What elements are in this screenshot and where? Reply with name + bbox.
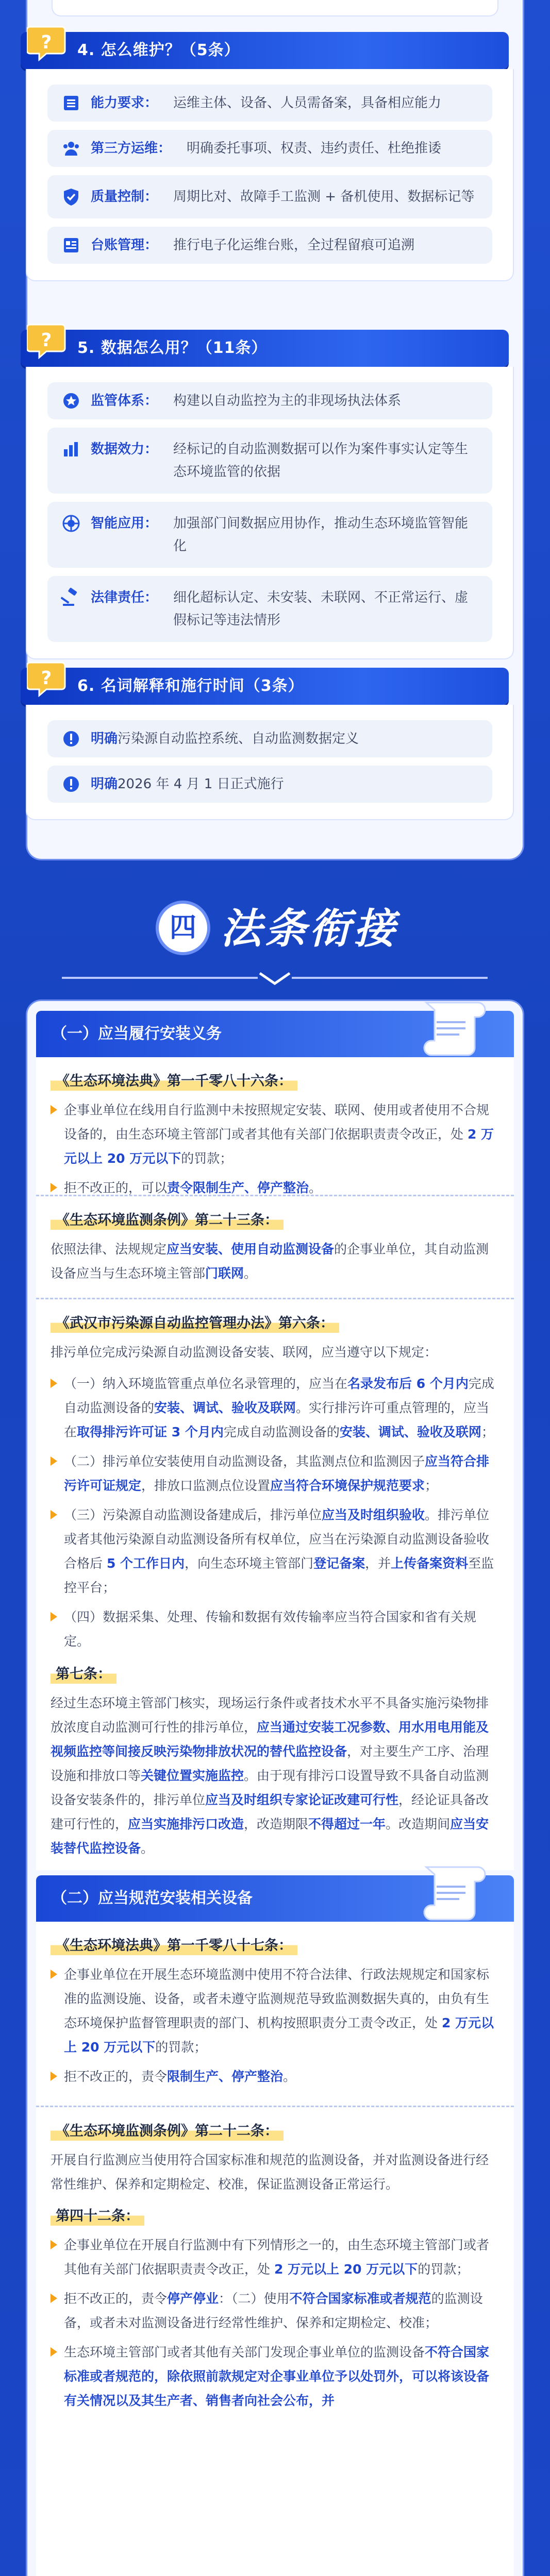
alert-circle-icon bbox=[61, 728, 81, 749]
section-body-use bbox=[26, 367, 514, 659]
highlight: 名录发布后 6 个月内 bbox=[347, 1376, 469, 1391]
text: 拒不改正的，责令 bbox=[64, 2291, 168, 2306]
text: ，并 bbox=[365, 1556, 391, 1571]
text: ； bbox=[481, 1425, 494, 1439]
highlight: 关键位置实施监控 bbox=[141, 1768, 244, 1783]
row-label: 质量控制： bbox=[91, 189, 158, 205]
row-lead: 明确 bbox=[91, 776, 118, 792]
text: ，排放口监测点位设置 bbox=[141, 1478, 271, 1493]
row-text: 周期比对、故障手工监测 + 备机使用、数据标记等 bbox=[173, 189, 475, 205]
list-item bbox=[51, 1371, 499, 1444]
scroll-icon bbox=[416, 992, 493, 1059]
list-item bbox=[51, 1449, 499, 1498]
text: 拒不改正的，责令 bbox=[64, 2069, 168, 2084]
highlight: 将该设备有关情况以及其生产者、销售者向社会公布，并 bbox=[64, 2369, 490, 2408]
divider bbox=[292, 977, 488, 979]
text: （二）排污单位安装使用自动监测设备，其监测点位和监测因子 bbox=[64, 1454, 425, 1469]
row-label: 智能应用： bbox=[91, 516, 158, 531]
prev-section-body bbox=[52, 0, 498, 16]
checklist-icon bbox=[61, 93, 81, 113]
text: 依照法律、法规规定 bbox=[51, 1242, 167, 1257]
text: 企事业单位在开展自行监测中有下列情形之一的，由生态环境主管部门或者其他有关部门依据职责责令改正，处 bbox=[64, 2238, 490, 2277]
alert-circle-icon bbox=[61, 774, 81, 794]
list-item bbox=[51, 1098, 499, 1171]
chevron-down-icon bbox=[258, 971, 292, 987]
row-text: 构建以自动监控为主的非现场执法体系 bbox=[173, 393, 402, 409]
text: 完成自动监测设备的 bbox=[223, 1425, 340, 1439]
text: 。由于现有排污口设置导致不具备自动监测设备安装条件的，排污单位 bbox=[51, 1768, 489, 1807]
gavel-icon bbox=[61, 587, 81, 608]
highlight: 限制生产、停产整治 bbox=[167, 2069, 284, 2084]
row-text: 推行电子化运维台账，全过程留痕可追溯 bbox=[173, 238, 415, 253]
list-item bbox=[47, 428, 492, 494]
row-label: 监管体系： bbox=[91, 393, 158, 409]
article-title: 第四十二条： bbox=[51, 2204, 144, 2226]
section-title: 6. 名词解释和施行时间（3条） bbox=[77, 677, 304, 695]
row-text: 细化超标认定、未安装、未联网、不正常运行、虚假标记等违法情形 bbox=[173, 590, 469, 628]
highlight: 应当及时组织验收 bbox=[322, 1507, 425, 1522]
text: （一）纳入环境监管重点单位名录管理的，应当在 bbox=[64, 1376, 348, 1391]
law-title: 《武汉市污染源自动监控管理办法》第六条： bbox=[51, 1311, 339, 1333]
highlight: 2 万元以上 20 万元以下 bbox=[64, 2015, 494, 2055]
list-item bbox=[47, 720, 492, 757]
scroll-icon bbox=[416, 1857, 493, 1924]
section-body-maintain bbox=[26, 69, 514, 281]
list-item bbox=[47, 175, 492, 218]
text: 完成自动监测设备的 bbox=[64, 1376, 494, 1415]
row-label: 台账管理： bbox=[91, 238, 158, 253]
text: ，向生态环境主管部门 bbox=[185, 1556, 314, 1571]
highlight: 应当通过安装工况参数、用水用电用能及视频监控等间接反映污染物排放状况的替代监控设备 bbox=[51, 1720, 489, 1759]
section-title: 4. 怎么维护？（5条） bbox=[77, 41, 240, 59]
paragraph: 开展自行监测应当使用符合国家标准和规范的监测设备，并对监测设备进行经常性维护、保养和定期检定、校准，保证监测设备正常运行。 bbox=[51, 2153, 489, 2192]
text: 。 bbox=[283, 2069, 296, 2084]
row-text: 污染源自动监控系统、自动监测数据定义 bbox=[118, 731, 359, 747]
section-header-terms bbox=[21, 668, 509, 705]
text: 企事业单位在线用自行监测中未按照规定安装、联网、使用或者使用不合规设备的，由生态环境主管部门或者其他有关部门依据职责责令改正，处 bbox=[64, 1103, 490, 1142]
row-label: 数据效力： bbox=[91, 442, 158, 457]
svg-text:?: ? bbox=[41, 32, 52, 53]
highlight: 上传备案资料 bbox=[391, 1556, 469, 1571]
svg-text:?: ? bbox=[41, 668, 52, 689]
text: ，改造期限 bbox=[244, 1817, 309, 1832]
text: 生态环境主管部门或者其他有关部门发现企事业单位的监测设备 bbox=[64, 2345, 425, 2360]
law-title: 《生态环境监测条例》第二十三条： bbox=[51, 1208, 284, 1230]
list-item bbox=[51, 2233, 499, 2281]
shield-check-icon bbox=[61, 187, 81, 207]
highlight: 5 个工作日内 bbox=[106, 1556, 185, 1571]
subsection-title: （二）应当规范安装相关设备 bbox=[52, 1889, 253, 1907]
text: 的罚款； bbox=[155, 2040, 207, 2055]
paragraph bbox=[51, 1691, 499, 1860]
list-item bbox=[47, 84, 492, 122]
law-card bbox=[36, 1299, 514, 1870]
list-item bbox=[51, 1503, 499, 1600]
law-title: 《生态环境法典》第一千零八十七条： bbox=[51, 1933, 297, 1955]
list-item bbox=[47, 130, 492, 167]
divider bbox=[62, 977, 258, 979]
list-item bbox=[47, 382, 492, 419]
highlight: 应当安装替代监控设备 bbox=[51, 1817, 489, 1856]
row-text: 2026 年 4 月 1 日正式施行 bbox=[118, 776, 284, 792]
text: 经过生态环境主管部门核实，现场运行条件或者技术水平不具备实施污染物排放浓度自动监测可行性的排污单位， bbox=[51, 1696, 489, 1735]
text: （三）污染源自动监测设备建成后，排污单位 bbox=[64, 1507, 322, 1522]
text: 。排污单位或者其他污染源自动监测设备所有权单位，应当在污染源自动监测设备验收合格后 bbox=[64, 1507, 490, 1571]
highlight: 取得排污许可证 3 个月内 bbox=[77, 1425, 224, 1439]
section-header-use bbox=[21, 330, 509, 367]
text: 。 bbox=[141, 1841, 154, 1856]
question-bubble-icon bbox=[27, 319, 68, 361]
law-card bbox=[36, 1196, 514, 1299]
text: 。改造期间 bbox=[386, 1817, 451, 1832]
text: 至监控平台； bbox=[64, 1556, 494, 1595]
people-icon bbox=[61, 138, 81, 159]
law-card bbox=[36, 2107, 514, 2576]
list-item bbox=[47, 502, 492, 568]
highlight: 应当符合排污许可证规定 bbox=[64, 1454, 490, 1493]
text: 企事业单位在开展生态环境监测中使用不符合法律、行政法规规定和国家标准的监测设施、设备，或者未遵守监测规范导致监测数据失真的，由负有生态环境保护监督管理职责的部门、机构按照职责分工责令改正，处 bbox=[64, 1967, 490, 2030]
text: ，经论证具备改建可行性的， bbox=[51, 1792, 489, 1832]
list-item bbox=[51, 2286, 499, 2335]
highlight: 不符合国家标准或者规范的，除依照前款规定对企事业单位予以处罚外，可以 bbox=[64, 2345, 490, 2384]
subsection-header-install bbox=[36, 1011, 514, 1057]
row-label: 能力要求： bbox=[91, 95, 158, 111]
text: 的罚款； bbox=[418, 2262, 470, 2277]
law-title: 《生态环境法典》第一千零八十六条： bbox=[51, 1069, 297, 1091]
part-number: 四 bbox=[169, 912, 196, 943]
highlight: 应当符合环境保护规范要求 bbox=[270, 1478, 425, 1493]
list-item bbox=[47, 766, 492, 803]
paragraph bbox=[51, 1237, 499, 1285]
row-lead: 明确 bbox=[91, 731, 118, 747]
row-text: 明确委托事项、权责、违约责任、杜绝推诿 bbox=[187, 141, 442, 156]
question-bubble-icon bbox=[27, 657, 68, 699]
list-item bbox=[47, 227, 492, 264]
highlight: 2 万元以上 20 万元以下 bbox=[274, 2262, 418, 2277]
list-item bbox=[51, 1962, 499, 2059]
section-title: 5. 数据怎么用？（11条） bbox=[77, 339, 268, 357]
text: ，对主要生产工序、治理设施和排放口等 bbox=[51, 1744, 489, 1783]
star-badge-icon bbox=[61, 391, 81, 411]
part-banner bbox=[0, 886, 550, 989]
law-card bbox=[36, 1057, 514, 1196]
law-title: 《生态环境监测条例》第二十二条： bbox=[51, 2119, 284, 2141]
law-card bbox=[36, 1922, 514, 2107]
list-item bbox=[51, 2064, 499, 2089]
highlight: 责令限制生产、停产整治 bbox=[167, 1180, 309, 1195]
section-body-terms bbox=[26, 705, 514, 820]
part-number-badge bbox=[156, 901, 210, 955]
text: 拒不改正的，可以 bbox=[64, 1180, 168, 1195]
subsection-title: （一）应当履行安装义务 bbox=[52, 1025, 222, 1043]
highlight: 门联网 bbox=[205, 1266, 244, 1281]
article-title: 第七条： bbox=[51, 1662, 116, 1684]
ledger-icon bbox=[61, 235, 81, 256]
question-bubble-icon bbox=[27, 22, 68, 63]
highlight: 应当及时组织专家论证改建可行性 bbox=[205, 1792, 399, 1807]
brain-icon bbox=[61, 513, 81, 534]
highlight: 2 万元以上 20 万元以下 bbox=[64, 1127, 494, 1166]
text: 的企事业单位，其自动监测设备应当与生态环境主管部 bbox=[51, 1242, 489, 1281]
paragraph: 排污单位完成污染源自动监测设备安装、联网，应当遵守以下规定： bbox=[51, 1345, 438, 1360]
text: 。 bbox=[309, 1180, 322, 1195]
highlight: 安装、调试、验收及联网 bbox=[339, 1425, 481, 1439]
row-label: 第三方运维： bbox=[91, 141, 172, 156]
list-item: （四）数据采集、处理、传输和数据有效传输率应当符合国家和省有关规定。 bbox=[51, 1605, 499, 1653]
highlight: 应当实施排污口改造 bbox=[128, 1817, 244, 1832]
row-text: 经标记的自动监测数据可以作为案件事实认定等生态环境监管的依据 bbox=[173, 442, 469, 480]
row-text: 加强部门间数据应用协作，推动生态环境监管智能化 bbox=[173, 516, 469, 554]
text: 的罚款； bbox=[181, 1151, 233, 1166]
text: ：（二）使用 bbox=[219, 2291, 290, 2306]
part-title: 法条衔接 bbox=[221, 905, 398, 953]
svg-text:?: ? bbox=[41, 330, 52, 351]
text: 。实行排污许可重点管理的，应当在 bbox=[64, 1400, 490, 1439]
list-item bbox=[51, 2340, 499, 2413]
highlight: 安装、调试、验收及联网 bbox=[154, 1400, 296, 1415]
text: 。 bbox=[244, 1266, 257, 1281]
row-label: 法律责任： bbox=[91, 590, 158, 605]
highlight: 不符合国家标准或者规范 bbox=[289, 2291, 431, 2306]
highlight: 登记备案 bbox=[313, 1556, 365, 1571]
section-header-maintain bbox=[21, 32, 509, 69]
text: ； bbox=[425, 1478, 438, 1493]
highlight: 不得超过一年 bbox=[308, 1817, 386, 1832]
highlight: 停产停业 bbox=[167, 2291, 219, 2306]
row-text: 运维主体、设备、人员需备案，具备相应能力 bbox=[173, 95, 442, 111]
highlight: 应当安装、使用自动监测设备 bbox=[166, 1242, 335, 1257]
subsection-header-standard bbox=[36, 1875, 514, 1922]
list-item bbox=[47, 576, 492, 642]
bar-chart-icon bbox=[61, 439, 81, 460]
text: 的监测设备，或者未对监测设备进行经常性维护、保养和定期检定、校准； bbox=[64, 2291, 483, 2330]
